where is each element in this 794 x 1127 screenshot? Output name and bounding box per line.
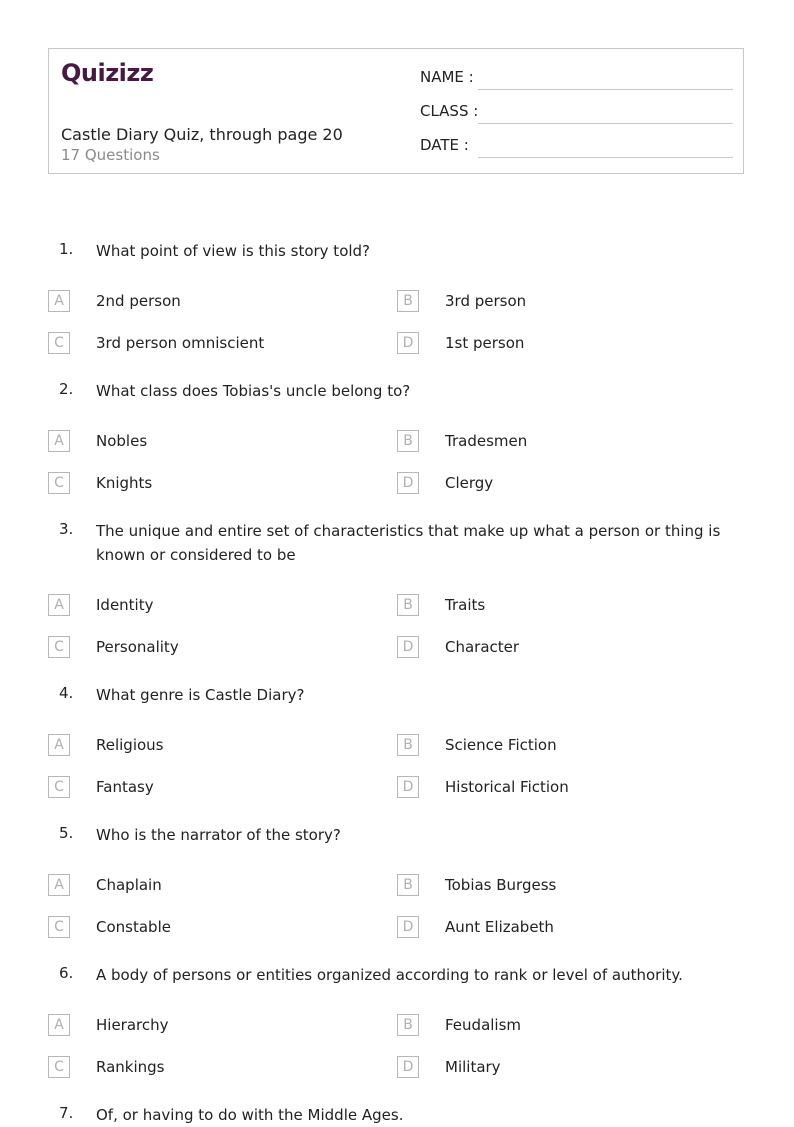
question-text: Who is the narrator of the story? bbox=[96, 826, 341, 844]
option-b-checkbox[interactable]: B bbox=[397, 1014, 419, 1036]
option-a-checkbox[interactable]: A bbox=[48, 1014, 70, 1036]
option-c-checkbox[interactable]: C bbox=[48, 916, 70, 938]
option-d-text: 1st person bbox=[445, 334, 525, 352]
option-a-text: 2nd person bbox=[96, 292, 181, 310]
question-text: A body of persons or entities organized according to rank or level of authority. bbox=[96, 966, 683, 984]
question-text: What class does Tobias's uncle belong to? bbox=[96, 382, 411, 400]
worksheet-header bbox=[48, 48, 744, 174]
option-d-text: Character bbox=[445, 638, 520, 656]
option-b-checkbox[interactable]: B bbox=[397, 290, 419, 312]
question-number: 3. bbox=[59, 520, 74, 538]
option-d-checkbox[interactable]: D bbox=[397, 472, 419, 494]
question-text: Of, or having to do with the Middle Ages. bbox=[96, 1106, 404, 1124]
question-text: What genre is Castle Diary? bbox=[96, 686, 305, 704]
option-a-text: Chaplain bbox=[96, 876, 162, 894]
question-number: 7. bbox=[59, 1104, 74, 1122]
option-d-text: Military bbox=[445, 1058, 501, 1076]
option-c-checkbox[interactable]: C bbox=[48, 332, 70, 354]
option-a-text: Identity bbox=[96, 596, 154, 614]
name-label: NAME : bbox=[420, 68, 474, 86]
option-a-checkbox[interactable]: A bbox=[48, 290, 70, 312]
question-number: 2. bbox=[59, 380, 74, 398]
option-d-checkbox[interactable]: D bbox=[397, 776, 419, 798]
quiz-title: Castle Diary Quiz, through page 20 bbox=[61, 125, 343, 144]
question-number: 5. bbox=[59, 824, 74, 842]
option-c-text: 3rd person omniscient bbox=[96, 334, 265, 352]
option-c-text: Constable bbox=[96, 918, 171, 936]
date-label: DATE : bbox=[420, 136, 469, 154]
option-c-checkbox[interactable]: C bbox=[48, 1056, 70, 1078]
option-c-checkbox[interactable]: C bbox=[48, 472, 70, 494]
option-c-text: Personality bbox=[96, 638, 179, 656]
option-a-text: Nobles bbox=[96, 432, 148, 450]
option-c-checkbox[interactable]: C bbox=[48, 776, 70, 798]
class-field[interactable] bbox=[478, 123, 733, 124]
option-b-checkbox[interactable]: B bbox=[397, 874, 419, 896]
question-number: 6. bbox=[59, 964, 74, 982]
option-b-checkbox[interactable]: B bbox=[397, 594, 419, 616]
option-b-text: Tradesmen bbox=[445, 432, 528, 450]
option-d-text: Clergy bbox=[445, 474, 494, 492]
option-b-text: Science Fiction bbox=[445, 736, 557, 754]
option-d-checkbox[interactable]: D bbox=[397, 1056, 419, 1078]
option-d-text: Historical Fiction bbox=[445, 778, 569, 796]
question-number: 1. bbox=[59, 240, 74, 258]
name-field[interactable] bbox=[478, 89, 733, 90]
option-b-text: 3rd person bbox=[445, 292, 527, 310]
option-a-text: Hierarchy bbox=[96, 1016, 169, 1034]
date-field[interactable] bbox=[478, 157, 733, 158]
option-d-checkbox[interactable]: D bbox=[397, 916, 419, 938]
option-a-text: Religious bbox=[96, 736, 164, 754]
option-b-checkbox[interactable]: B bbox=[397, 734, 419, 756]
option-c-text: Knights bbox=[96, 474, 153, 492]
option-c-text: Fantasy bbox=[96, 778, 154, 796]
option-a-checkbox[interactable]: A bbox=[48, 734, 70, 756]
option-b-text: Feudalism bbox=[445, 1016, 522, 1034]
class-label: CLASS : bbox=[420, 102, 479, 120]
option-a-checkbox[interactable]: A bbox=[48, 594, 70, 616]
option-d-checkbox[interactable]: D bbox=[397, 332, 419, 354]
option-b-checkbox[interactable]: B bbox=[397, 430, 419, 452]
option-d-checkbox[interactable]: D bbox=[397, 636, 419, 658]
question-number: 4. bbox=[59, 684, 74, 702]
option-a-checkbox[interactable]: A bbox=[48, 430, 70, 452]
option-d-text: Aunt Elizabeth bbox=[445, 918, 554, 936]
option-b-text: Traits bbox=[445, 596, 486, 614]
question-text: What point of view is this story told? bbox=[96, 242, 371, 260]
question-count: 17 Questions bbox=[61, 146, 160, 164]
quizizz-logo: Quizizz bbox=[61, 59, 154, 87]
option-c-checkbox[interactable]: C bbox=[48, 636, 70, 658]
option-b-text: Tobias Burgess bbox=[445, 876, 557, 894]
option-a-checkbox[interactable]: A bbox=[48, 874, 70, 896]
option-c-text: Rankings bbox=[96, 1058, 165, 1076]
question-text: The unique and entire set of characteristics that make up what a person or thing is known or considered to be bbox=[96, 522, 721, 564]
